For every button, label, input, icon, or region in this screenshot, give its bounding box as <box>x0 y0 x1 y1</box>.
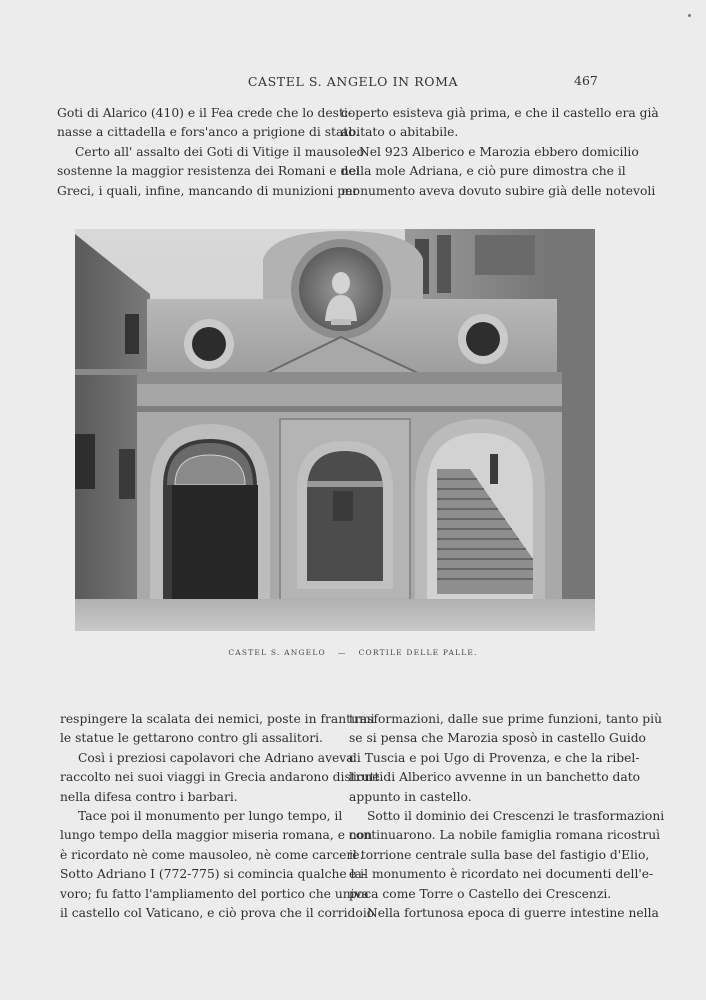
text-line: il torrione centrale sulla base del fastigio d'Elio, <box>349 847 650 862</box>
text-line: sostenne la maggior resistenza dei Romani e dei <box>57 164 360 179</box>
text-line: è ricordato nè come mausoleo, nè come carcere. <box>60 847 364 862</box>
running-header: CASTEL S. ANGELO IN ROMA <box>247 74 459 89</box>
text-line: lungo tempo della maggior miseria romana, e non <box>60 828 373 843</box>
facade-illustration <box>75 229 595 631</box>
text-line: nella difesa contro i barbari. <box>60 789 238 804</box>
text-column-bottom-right <box>349 710 665 923</box>
text-line: raccolto nei suoi viaggi in Grecia andarono distrutti <box>60 770 384 785</box>
text-line: continuarono. La nobile famiglia romana ricostruì <box>349 828 661 843</box>
page-number: 467 <box>574 73 598 88</box>
text-line: Sotto il dominio dei Crescenzi le trasformazioni <box>367 808 665 823</box>
text-line: poca come Torre o Castello dei Crescenzi. <box>349 886 612 901</box>
caption-dash: — <box>337 648 347 657</box>
text-line: Nella fortunosa epoca di guerre intestine nella <box>367 905 659 920</box>
text-line: coperto esisteva già prima, e che il castello era già <box>341 106 659 120</box>
text-line: Così i preziosi capolavori che Adriano aveva <box>78 750 354 765</box>
text-line: se si pensa che Marozia sposò in castello Guido <box>349 731 646 746</box>
caption-subject: CORTILE DELLE PALLE. <box>358 648 478 657</box>
text-line: Goti di Alarico (410) e il Fea crede che lo desti- <box>57 106 353 120</box>
figure-caption <box>0 648 706 657</box>
text-line: voro; fu fatto l'ampliamento del portico che univa <box>60 886 369 901</box>
caption-location: CASTEL S. ANGELO <box>228 648 326 657</box>
text-line: Certo all' assalto dei Goti di Vitige il mausoleo <box>75 144 365 159</box>
text-line: Nel 923 Alberico e Marozia ebbero domicilio <box>359 144 639 159</box>
text-line: il castello col Vaticano, e ciò prova che il corridoio <box>60 905 375 920</box>
text-line: e il monumento è ricordato nei documenti dell'e- <box>349 867 654 882</box>
text-line: abitato o abitabile. <box>341 125 459 140</box>
text-column-top-right <box>341 104 659 201</box>
text-line: monumento aveva dovuto subire già delle notevoli <box>341 183 656 198</box>
photograph-cortile-delle-palle <box>75 229 595 631</box>
paper-speck <box>688 14 691 17</box>
text-line: nella mole Adriana, e ciò pure dimostra che il <box>341 164 626 179</box>
text-line: appunto in castello. <box>349 789 472 804</box>
text-line: lione di Alberico avvenne in un banchetto dato <box>349 770 641 785</box>
text-line: nasse a cittadella e fors'anco a prigione di stato. <box>57 125 360 140</box>
text-line: trasformazioni, dalle sue prime funzioni, tanto più <box>349 712 663 726</box>
text-line: Sotto Adriano I (772-775) si comincia qualche la- <box>60 867 366 882</box>
text-line: le statue le gettarono contro gli assalitori. <box>60 731 323 746</box>
text-line: Tace poi il monumento per lungo tempo, il <box>78 808 343 823</box>
text-column-top-left <box>57 104 365 201</box>
text-line: Greci, i quali, infine, mancando di munizioni per <box>57 183 359 198</box>
text-line: di Tuscia e poi Ugo di Provenza, e che la ribel- <box>349 750 640 765</box>
text-line: respingere la scalata dei nemici, poste in frantumi <box>60 712 375 726</box>
text-column-bottom-left <box>60 710 384 923</box>
